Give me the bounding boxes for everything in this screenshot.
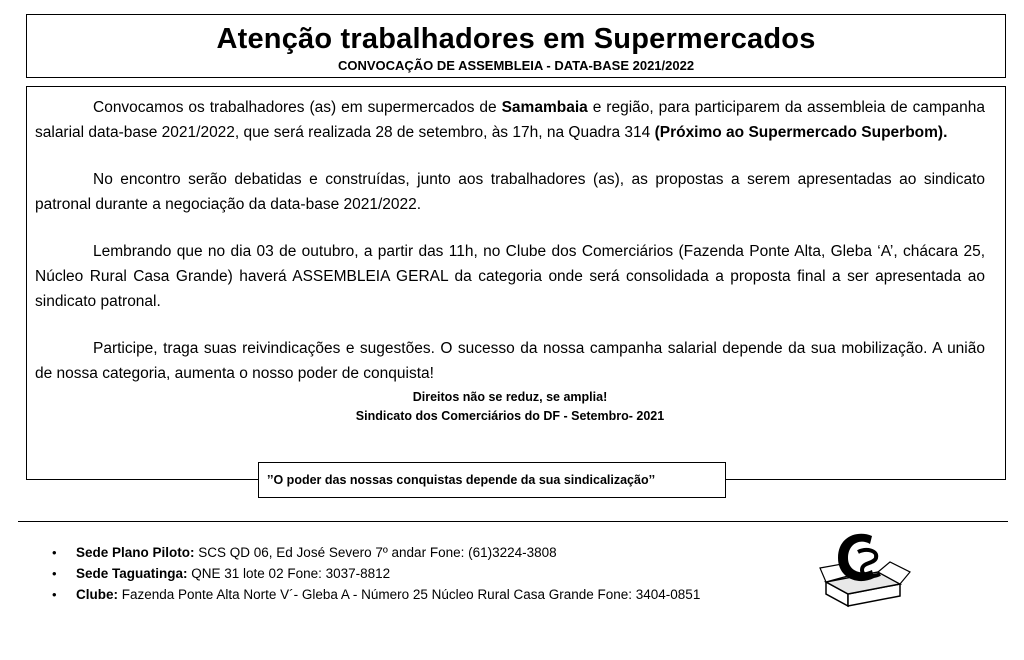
header-box <box>26 14 1006 78</box>
signoff-signature: Sindicato dos Comerciários do DF - Setembro- 2021 <box>355 409 665 423</box>
bullet-icon: • <box>52 545 57 560</box>
paragraph-1-part-c: e região, para participarem da assembleia de campanha salarial data-base 2021/2022, que será realizada 28 de setembro, às 17h, na Quadra 314 <box>35 99 985 141</box>
page-title: Atenção trabalhadores em Supermercados <box>216 23 816 55</box>
paragraph-1 <box>35 95 985 145</box>
union-logo-icon <box>818 524 912 608</box>
paragraph-1-landmark: (Próximo ao Supermercado Superbom). <box>654 124 948 141</box>
contact-text: SCS QD 06, Ed José Severo 7º andar Fone: (61)3224-3808 <box>194 545 557 560</box>
contact-label: Clube: <box>76 587 118 602</box>
bullet-icon: • <box>52 566 57 581</box>
contact-list <box>48 542 700 605</box>
contact-item-plano-piloto <box>48 542 700 563</box>
contact-item-clube <box>48 584 700 605</box>
signoff <box>35 388 985 426</box>
paragraph-4: Participe, traga suas reivindicações e sugestões. O sucesso da nossa campanha salarial depende da sua mobilização. A união de nossa categoria, aumenta o nosso poder de conquista! <box>35 340 985 382</box>
contact-text: QNE 31 lote 02 Fone: 3037-8812 <box>187 566 391 581</box>
motto-box: ’’O poder das nossas conquistas depende da sua sindicalização’’ <box>258 462 726 498</box>
paragraph-1-part-a: Convocamos os trabalhadores (as) em supermercados de <box>93 99 502 116</box>
announcement-body <box>26 86 1006 480</box>
footer-divider <box>18 521 1008 522</box>
contact-label: Sede Taguatinga: <box>76 566 188 581</box>
paragraph-1-location: Samambaia <box>501 99 588 116</box>
contact-text: Fazenda Ponte Alta Norte V´- Gleba A - Número 25 Núcleo Rural Casa Grande Fone: 3404-0851 <box>118 587 701 602</box>
paragraph-3: Lembrando que no dia 03 de outubro, a partir das 11h, no Clube dos Comerciários (Fazenda Ponte Alta, Gleba ‘A’, chácara 25, Núcleo Rural Casa Grande) haverá ASSEMBLEIA GERAL da categoria onde será consolidada a proposta final a ser apresentada ao sindicato patronal. <box>35 243 985 310</box>
contact-label: Sede Plano Piloto: <box>76 545 195 560</box>
paragraph-2: No encontro serão debatidas e construídas, junto aos trabalhadores (as), as propostas a serem apresentadas ao sindicato patronal durante a negociação da data-base 2021/2022. <box>35 171 985 213</box>
page-subtitle: CONVOCAÇÃO DE ASSEMBLEIA - DATA-BASE 2021/2022 <box>337 58 695 73</box>
signoff-slogan: Direitos não se reduz, se amplia! <box>412 390 608 404</box>
bullet-icon: • <box>52 587 57 602</box>
contact-item-taguatinga <box>48 563 700 584</box>
